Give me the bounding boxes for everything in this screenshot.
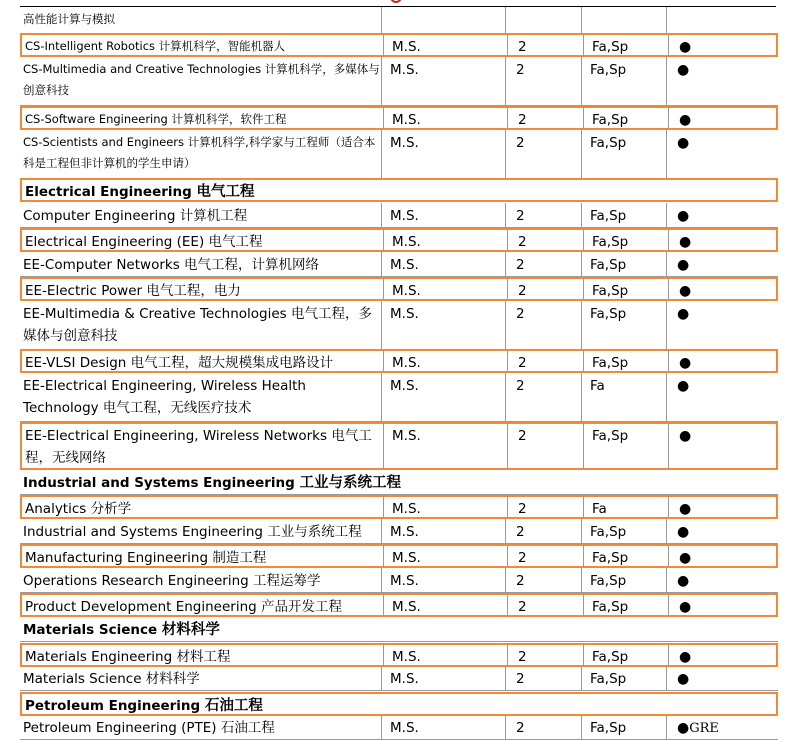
program-row <box>20 374 778 422</box>
program-name: Petroleum Engineering (PTE) 石油工程 <box>23 720 275 736</box>
column-divider <box>581 715 582 740</box>
years-cell: 2 <box>518 649 527 665</box>
section-title <box>20 618 778 641</box>
column-divider <box>505 715 506 740</box>
program-row <box>20 593 778 617</box>
requirement-mark: ● <box>679 428 692 444</box>
column-divider <box>505 666 506 691</box>
degree-cell: M.S. <box>390 62 419 78</box>
column-divider <box>381 373 382 422</box>
program-name: CS-Scientists and Engineers 计算机科学,科学家与工程师（适合本科是工程但非计算机的学生申请） <box>23 135 376 170</box>
section-title-zh: 电气工程 <box>196 184 255 200</box>
column-divider <box>383 594 384 616</box>
years-cell: 2 <box>518 550 527 566</box>
program-row <box>20 349 778 373</box>
program-row <box>20 302 778 350</box>
column-divider <box>668 644 669 666</box>
years-cell: 2 <box>518 501 527 517</box>
column-divider <box>583 350 584 372</box>
terms-cell: Fa,Sp <box>590 524 627 540</box>
section-header-row <box>20 471 778 495</box>
degree-cell: M.S. <box>390 524 419 540</box>
terms-cell: Fa,Sp <box>590 257 627 273</box>
program-row <box>20 58 778 106</box>
program-name: CS-Multimedia and Creative Technologies 计算机科学，多媒体与创意科技 <box>23 62 380 97</box>
terms-cell: Fa,Sp <box>592 599 629 615</box>
section-header-row <box>20 692 778 716</box>
column-divider <box>381 130 382 179</box>
program-name: CS-Intelligent Robotics 计算机科学，智能机器人 <box>25 39 286 53</box>
column-divider <box>583 34 584 56</box>
years-cell: 2 <box>516 671 525 687</box>
column-divider <box>381 519 382 544</box>
program-row <box>20 253 778 277</box>
requirement-mark: ● <box>677 62 690 78</box>
column-divider <box>381 568 382 593</box>
program-row <box>20 716 778 740</box>
program-name: EE-VLSI Design 电气工程，超大规模集成电路设计 <box>25 355 334 371</box>
terms-cell: Fa,Sp <box>590 208 627 224</box>
column-divider <box>381 252 382 277</box>
program-name: Analytics 分析学 <box>25 501 132 517</box>
degree-cell: M.S. <box>392 550 421 566</box>
top-rule <box>20 6 776 7</box>
column-divider <box>666 715 667 740</box>
column-divider <box>505 130 506 179</box>
terms-cell: Fa,Sp <box>592 234 629 250</box>
column-divider <box>507 644 508 666</box>
program-row <box>20 277 778 301</box>
program-name: Electrical Engineering (EE) 电气工程 <box>25 234 263 250</box>
column-divider <box>381 203 382 228</box>
terms-cell: Fa,Sp <box>590 135 627 151</box>
column-divider <box>505 203 506 228</box>
program-row <box>20 8 778 34</box>
program-name: Product Development Engineering 产品开发工程 <box>25 599 343 615</box>
program-row <box>20 643 778 667</box>
program-row <box>20 228 778 252</box>
section-title-en: Materials Science <box>23 622 162 638</box>
column-divider <box>381 666 382 691</box>
degree-cell: M.S. <box>392 355 421 371</box>
requirement-mark: ● <box>679 501 692 517</box>
column-divider <box>668 229 669 251</box>
column-divider <box>583 644 584 666</box>
degree-cell: M.S. <box>392 501 421 517</box>
program-name: CS-Software Engineering 计算机科学，软件工程 <box>25 112 287 126</box>
section-title-zh: 工业与系统工程 <box>299 475 401 491</box>
column-divider <box>507 350 508 372</box>
program-name: EE-Electrical Engineering, Wireless Health Technology 电气工程，无线医疗技术 <box>23 378 306 416</box>
years-cell: 2 <box>516 720 525 736</box>
column-divider <box>383 107 384 129</box>
column-divider <box>666 519 667 544</box>
column-divider <box>583 229 584 251</box>
program-row <box>20 544 778 568</box>
requirement-mark: ● <box>679 234 692 250</box>
terms-cell: Fa,Sp <box>592 428 629 444</box>
column-divider <box>581 252 582 277</box>
column-divider <box>581 57 582 106</box>
program-name: Manufacturing Engineering 制造工程 <box>25 550 267 566</box>
column-divider <box>581 203 582 228</box>
degree-cell: M.S. <box>390 257 419 273</box>
column-divider <box>383 644 384 666</box>
program-name: EE-Computer Networks 电气工程，计算机网络 <box>23 257 320 273</box>
column-divider <box>668 423 669 469</box>
program-name: Computer Engineering 计算机工程 <box>23 208 248 224</box>
column-divider <box>581 301 582 350</box>
requirement-mark: ● <box>677 306 690 322</box>
column-divider <box>581 519 582 544</box>
years-cell: 2 <box>518 234 527 250</box>
requirement-mark: ●GRE <box>677 720 719 736</box>
column-divider <box>505 57 506 106</box>
column-divider <box>583 594 584 616</box>
column-divider <box>666 301 667 350</box>
section-title <box>20 471 778 494</box>
degree-cell: M.S. <box>392 649 421 665</box>
requirement-mark: ● <box>677 573 690 589</box>
terms-cell: Fa,Sp <box>590 671 627 687</box>
column-divider <box>583 278 584 300</box>
column-divider <box>507 107 508 129</box>
degree-cell: M.S. <box>390 671 419 687</box>
requirement-mark: ● <box>677 378 690 394</box>
column-divider <box>383 278 384 300</box>
column-divider <box>505 252 506 277</box>
degree-cell: M.S. <box>390 378 419 394</box>
column-divider <box>666 7 667 34</box>
column-divider <box>583 107 584 129</box>
terms-cell: Fa <box>592 501 607 517</box>
requirement-mark: ● <box>679 649 692 665</box>
column-divider <box>668 545 669 567</box>
requirement-mark: ● <box>679 355 692 371</box>
requirement-note: GRE <box>689 721 719 736</box>
column-divider <box>581 568 582 593</box>
program-row <box>20 131 778 179</box>
degree-cell: M.S. <box>390 573 419 589</box>
program-row <box>20 422 778 470</box>
requirement-mark: ● <box>679 283 692 299</box>
red-ink-mark <box>390 0 402 3</box>
column-divider <box>666 57 667 106</box>
column-divider <box>381 7 382 34</box>
requirement-mark: ● <box>679 599 692 615</box>
years-cell: 2 <box>516 257 525 273</box>
degree-cell: M.S. <box>390 135 419 151</box>
column-divider <box>581 666 582 691</box>
years-cell: 2 <box>516 62 525 78</box>
column-divider <box>505 568 506 593</box>
column-divider <box>583 423 584 469</box>
column-divider <box>383 34 384 56</box>
section-header-row <box>20 618 778 642</box>
program-name: Industrial and Systems Engineering 工业与系统工程 <box>23 524 362 540</box>
column-divider <box>668 594 669 616</box>
column-divider <box>383 229 384 251</box>
column-divider <box>381 715 382 740</box>
column-divider <box>668 107 669 129</box>
column-divider <box>666 373 667 422</box>
program-name: EE-Multimedia & Creative Technologies 电气工程，多媒体与创意科技 <box>23 306 372 344</box>
column-divider <box>668 34 669 56</box>
program-row <box>20 569 778 593</box>
terms-cell: Fa <box>590 378 605 394</box>
program-name: Operations Research Engineering 工程运筹学 <box>23 573 321 589</box>
column-divider <box>381 301 382 350</box>
column-divider <box>383 545 384 567</box>
column-divider <box>505 7 506 34</box>
years-cell: 2 <box>518 428 527 444</box>
column-divider <box>507 594 508 616</box>
program-row <box>20 520 778 544</box>
terms-cell: Fa,Sp <box>592 112 629 128</box>
column-divider <box>507 229 508 251</box>
program-name: Materials Science 材料科学 <box>23 671 200 687</box>
years-cell: 2 <box>516 573 525 589</box>
column-divider <box>505 373 506 422</box>
requirement-mark: ● <box>677 524 690 540</box>
years-cell: 2 <box>516 306 525 322</box>
program-row <box>20 106 778 130</box>
requirement-mark: ● <box>679 112 692 128</box>
terms-cell: Fa,Sp <box>590 573 627 589</box>
terms-cell: Fa,Sp <box>592 550 629 566</box>
program-name: EE-Electric Power 电气工程，电力 <box>25 283 241 299</box>
degree-cell: M.S. <box>392 234 421 250</box>
program-row <box>20 495 778 519</box>
column-divider <box>507 34 508 56</box>
column-divider <box>666 252 667 277</box>
column-divider <box>505 301 506 350</box>
program-row <box>20 33 778 57</box>
column-divider <box>666 203 667 228</box>
years-cell: 2 <box>516 524 525 540</box>
program-name: EE-Electrical Engineering, Wireless Networks 电气工程，无线网络 <box>25 428 372 466</box>
years-cell: 2 <box>516 378 525 394</box>
section-title-en: Petroleum Engineering <box>25 698 205 714</box>
terms-cell: Fa,Sp <box>592 39 629 55</box>
degree-cell: M.S. <box>392 428 421 444</box>
column-divider <box>507 496 508 518</box>
terms-cell: Fa,Sp <box>590 62 627 78</box>
section-title <box>22 694 776 717</box>
years-cell: 2 <box>518 283 527 299</box>
column-divider <box>581 373 582 422</box>
column-divider <box>507 278 508 300</box>
program-name: Materials Engineering 材料工程 <box>25 649 231 665</box>
program-row <box>20 204 778 228</box>
section-title-en: Industrial and Systems Engineering <box>23 475 300 491</box>
section-title-en: Electrical Engineering <box>25 184 197 200</box>
column-divider <box>383 423 384 469</box>
requirement-mark: ● <box>677 671 690 687</box>
requirement-mark: ● <box>679 550 692 566</box>
years-cell: 2 <box>518 112 527 128</box>
degree-cell: M.S. <box>390 720 419 736</box>
program-name: 高性能计算与模拟 <box>23 12 115 26</box>
requirement-mark: ● <box>677 257 690 273</box>
years-cell: 2 <box>518 355 527 371</box>
column-divider <box>383 496 384 518</box>
column-divider <box>581 7 582 34</box>
column-divider <box>668 350 669 372</box>
column-divider <box>668 278 669 300</box>
column-divider <box>668 496 669 518</box>
degree-cell: M.S. <box>392 599 421 615</box>
column-divider <box>507 545 508 567</box>
terms-cell: Fa,Sp <box>592 649 629 665</box>
terms-cell: Fa,Sp <box>592 283 629 299</box>
column-divider <box>666 666 667 691</box>
years-cell: 2 <box>516 208 525 224</box>
column-divider <box>666 568 667 593</box>
column-divider <box>507 423 508 469</box>
years-cell: 2 <box>518 599 527 615</box>
requirement-mark: ● <box>679 39 692 55</box>
terms-cell: Fa,Sp <box>592 355 629 371</box>
column-divider <box>583 545 584 567</box>
degree-cell: M.S. <box>390 306 419 322</box>
degree-cell: M.S. <box>392 39 421 55</box>
years-cell: 2 <box>518 39 527 55</box>
section-title-zh: 材料科学 <box>161 622 220 638</box>
column-divider <box>505 519 506 544</box>
terms-cell: Fa,Sp <box>590 720 627 736</box>
column-divider <box>666 130 667 179</box>
program-row <box>20 667 778 691</box>
requirement-mark: ● <box>677 208 690 224</box>
degree-cell: M.S. <box>392 112 421 128</box>
section-title-zh: 石油工程 <box>204 698 263 714</box>
section-header-row <box>20 178 778 202</box>
column-divider <box>381 57 382 106</box>
section-title <box>22 180 776 203</box>
years-cell: 2 <box>516 135 525 151</box>
terms-cell: Fa,Sp <box>590 306 627 322</box>
degree-cell: M.S. <box>392 283 421 299</box>
degree-cell: M.S. <box>390 208 419 224</box>
column-divider <box>583 496 584 518</box>
requirement-mark: ● <box>677 135 690 151</box>
column-divider <box>581 130 582 179</box>
column-divider <box>383 350 384 372</box>
